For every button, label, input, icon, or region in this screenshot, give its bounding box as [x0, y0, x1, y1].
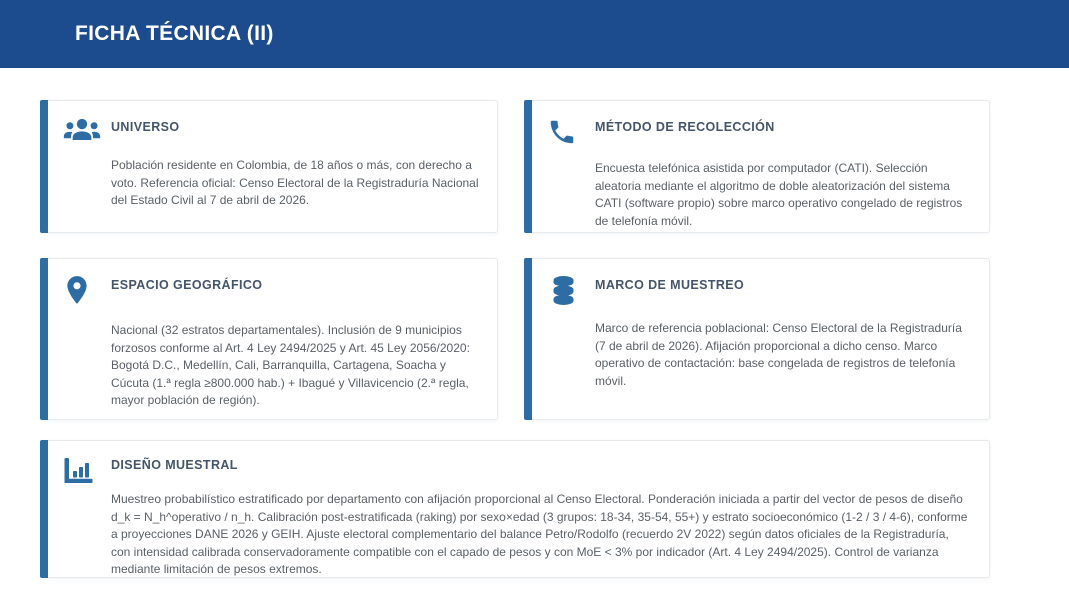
card-title: MÉTODO DE RECOLECCIÓN: [595, 120, 775, 134]
card-title: MARCO DE MUESTREO: [595, 278, 745, 292]
card-body-text: Nacional (32 estratos departamentales). Inclusión de 9 municipios forzosos conforme al Art. 4 Ley 2494/2025 y Art. 45 Ley 2056/2020: Bogotá D.C., Medellín, Cali, Barranquilla, Cartagena, Soacha y Cúcuta (1.ª regla ≥800.000 hab.) + Ibagué y Villavicencio (2.ª regla, mayor población de región).: [111, 323, 470, 407]
card-body-text: Población residente en Colombia, de 18 años o más, con derecho a voto. Referencia oficial: Censo Electoral de la Registraduría Nacional del Estado Civil al 7 de abril de 2026.: [111, 158, 479, 207]
card-title: ESPACIO GEOGRÁFICO: [111, 278, 263, 292]
card-accent-bar: [524, 100, 532, 233]
card-title: UNIVERSO: [111, 120, 180, 134]
card-title: DISEÑO MUESTRAL: [111, 458, 238, 472]
database-icon: [533, 275, 595, 307]
card-metodo-recoleccion: [524, 100, 990, 233]
cards-row-2: [40, 258, 990, 420]
bar-chart-icon: [49, 455, 111, 485]
card-espacio-geografico: [40, 258, 498, 420]
card-accent-bar: [40, 258, 48, 420]
card-body-text: Encuesta telefónica asistida por computador (CATI). Selección aleatoria mediante el algoritmo de doble aleatorización del sistema CATI (software propio) sobre marco operativo congelado de registros de telefonía móvil.: [595, 161, 963, 228]
card-diseno-muestral: [40, 440, 990, 578]
card-accent-bar: [524, 258, 532, 420]
card-accent-bar: [40, 100, 48, 233]
map-pin-icon: [49, 275, 111, 309]
slide-header: [0, 0, 1069, 68]
cards-row-1: [40, 100, 990, 233]
cards-row-3: [40, 440, 990, 578]
card-accent-bar: [40, 440, 48, 578]
card-body-text: Marco de referencia poblacional: Censo Electoral de la Registraduría (7 de abril de 2026). Afijación proporcional a dicho censo. Marco operativo de contactación: base congelada de registros de telefonía móvil.: [595, 321, 962, 388]
card-body-text: Muestreo probabilístico estratificado por departamento con afijación proporcional al Censo Electoral. Ponderación iniciada a partir del vector de pesos de diseño d_k = N_h^operativo / n_h. Calibración post-estratificada (raking) por sexo×edad (3 grupos: 18-34, 35-54, 55+) y estrato socioeconómico (1-2 / 3 / 4-6), conforme a proyecciones DANE 2026 y GEIH. Ajuste electoral complementario del balance Petro/Rodolfo (recuerdo 2V 2022) según datos oficiales de la Registraduría, con intensidad calibrada conservadoramente compatible con el capado de pesos y con MoE < 3% por indicador (Art. 4 Ley 2494/2025). Control de varianza mediante limitación de pesos extremos.: [111, 492, 968, 576]
card-marco-muestreo: [524, 258, 990, 420]
cards-area: [40, 100, 990, 578]
page-title: FICHA TÉCNICA (II): [75, 22, 274, 45]
users-icon: [49, 117, 111, 144]
card-universo: [40, 100, 498, 233]
phone-icon: [533, 117, 595, 147]
